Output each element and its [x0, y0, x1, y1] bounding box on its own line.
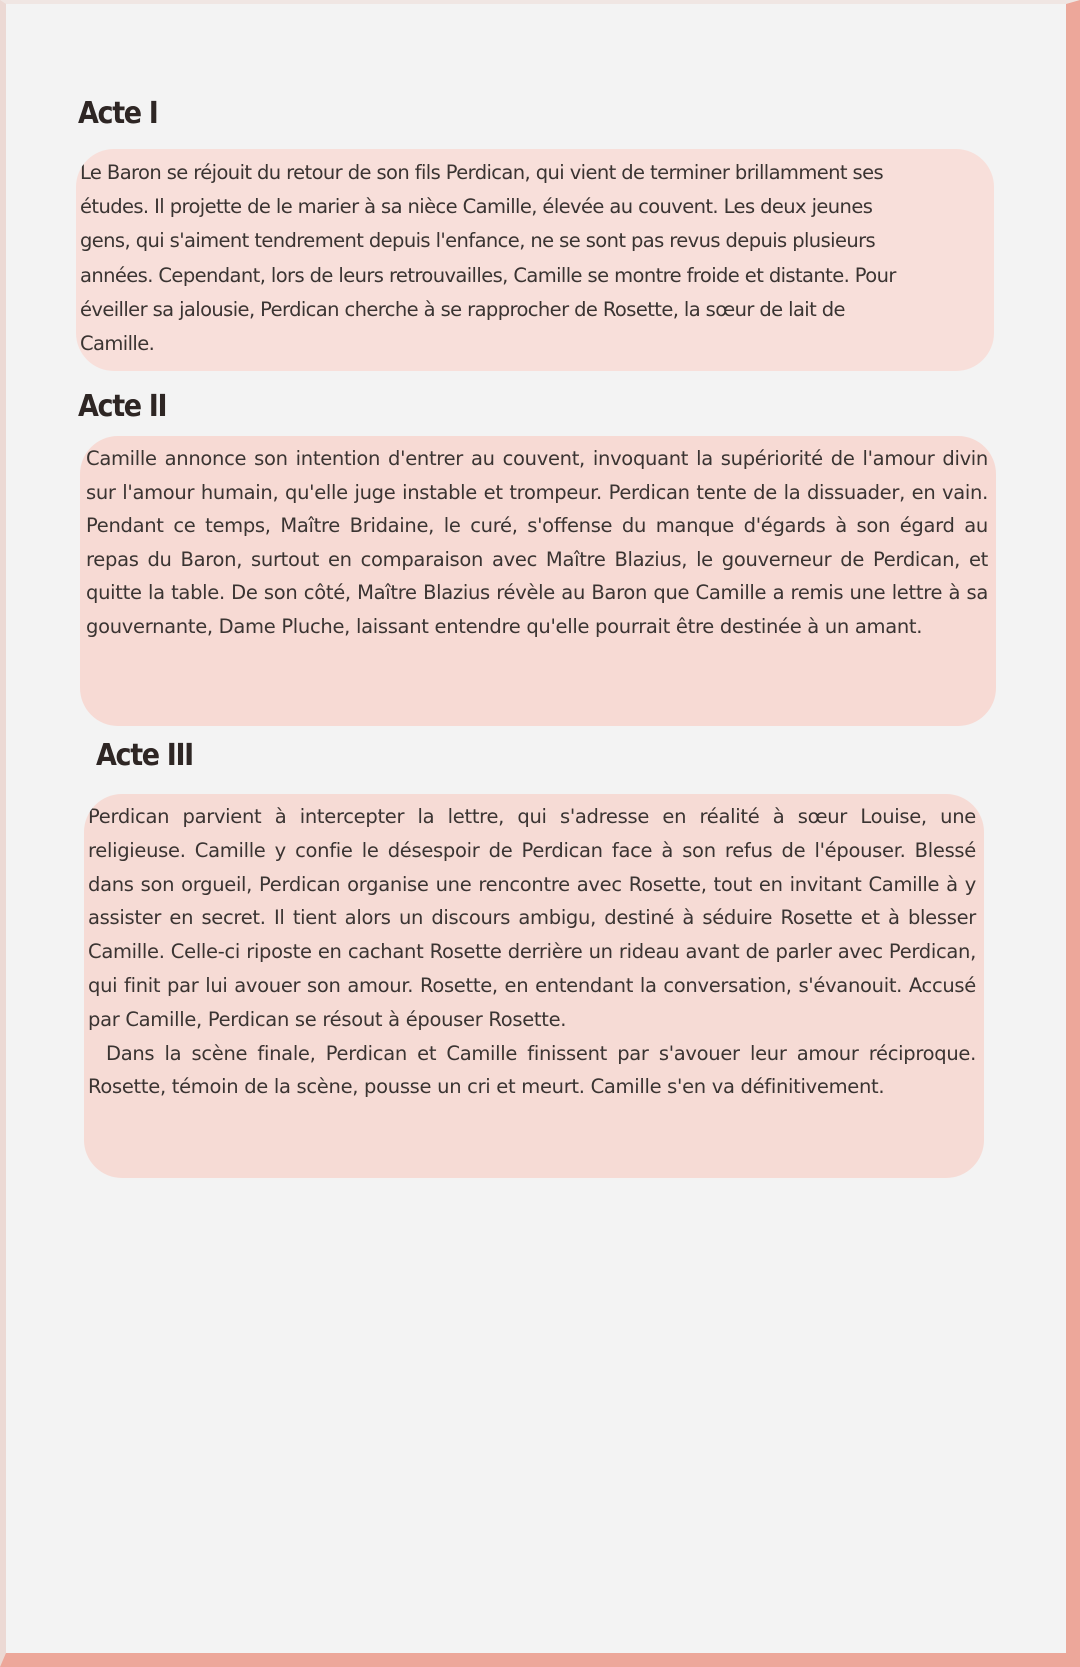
act-3-paragraph-2: Dans la scène finale, Perdican et Camille finissent par s'avouer leur amour réciproque. Rosette, témoin de la scène, pousse un cri et meurt. Camille s'en va définitivement.	[88, 1041, 976, 1099]
act-2-summary-box	[80, 436, 996, 726]
act-2-paragraph: Camille annonce son intention d'entrer au couvent, invoquant la supériorité de l'amour divin sur l'amour humain, qu'elle juge instable et trompeur. Perdican tente de la dissuader, en vain. Pendant ce temps, Maître Bridaine, le curé, s'offense du manque d'égards à son égard au repas du Baron, surtout en comparaison avec Maître Blazius, le gouverneur de Perdican, et quitte la table. De son côté, Maître Blazius révèle au Baron que Camille a remis une lettre à sa gouvernante, Dame Pluche, laissant entendre qu'elle pourrait être destinée à un amant.	[86, 447, 988, 638]
act-1-heading: Acte I	[78, 96, 158, 131]
act-3-paragraph-1: Perdican parvient à intercepter la lettre, qui s'adresse en réalité à sœur Louise, une religieuse. Camille y confie le désespoir de Perdican face à son refus de l'épouser. Blessé dans son orgueil, Perdican organise une rencontre avec Rosette, tout en invitant Camille à y assister en secret. Il tient alors un discours ambigu, destiné à séduire Rosette et à blesser Camille. Celle-ci riposte en cachant Rosette derrière un rideau avant de parler avec Perdican, qui finit par lui avouer son amour. Rosette, en entendant la conversation, s'évanouit. Accusé par Camille, Perdican se résout à épouser Rosette.	[88, 805, 976, 1031]
act-2-heading: Acte II	[78, 389, 167, 424]
act-3-heading: Acte III	[96, 738, 193, 773]
act-3-summary-box	[84, 794, 984, 1178]
act-1-paragraph: Le Baron se réjouit du retour de son fils Perdican, qui vient de terminer brillamment ses études. Il projette de le marier à sa nièce Camille, élevée au couvent. Les deux jeunes gens, qui s'aiment tendrement depuis l'enfance, ne se sont pas revus depuis plusieurs années. Cependant, lors de leurs retrouvailles, Camille se montre froide et distante. Pour éveiller sa jalousie, Perdican cherche à se rapprocher de Rosette, la sœur de lait de Camille.	[80, 161, 896, 356]
act-1-summary-box	[76, 149, 994, 371]
